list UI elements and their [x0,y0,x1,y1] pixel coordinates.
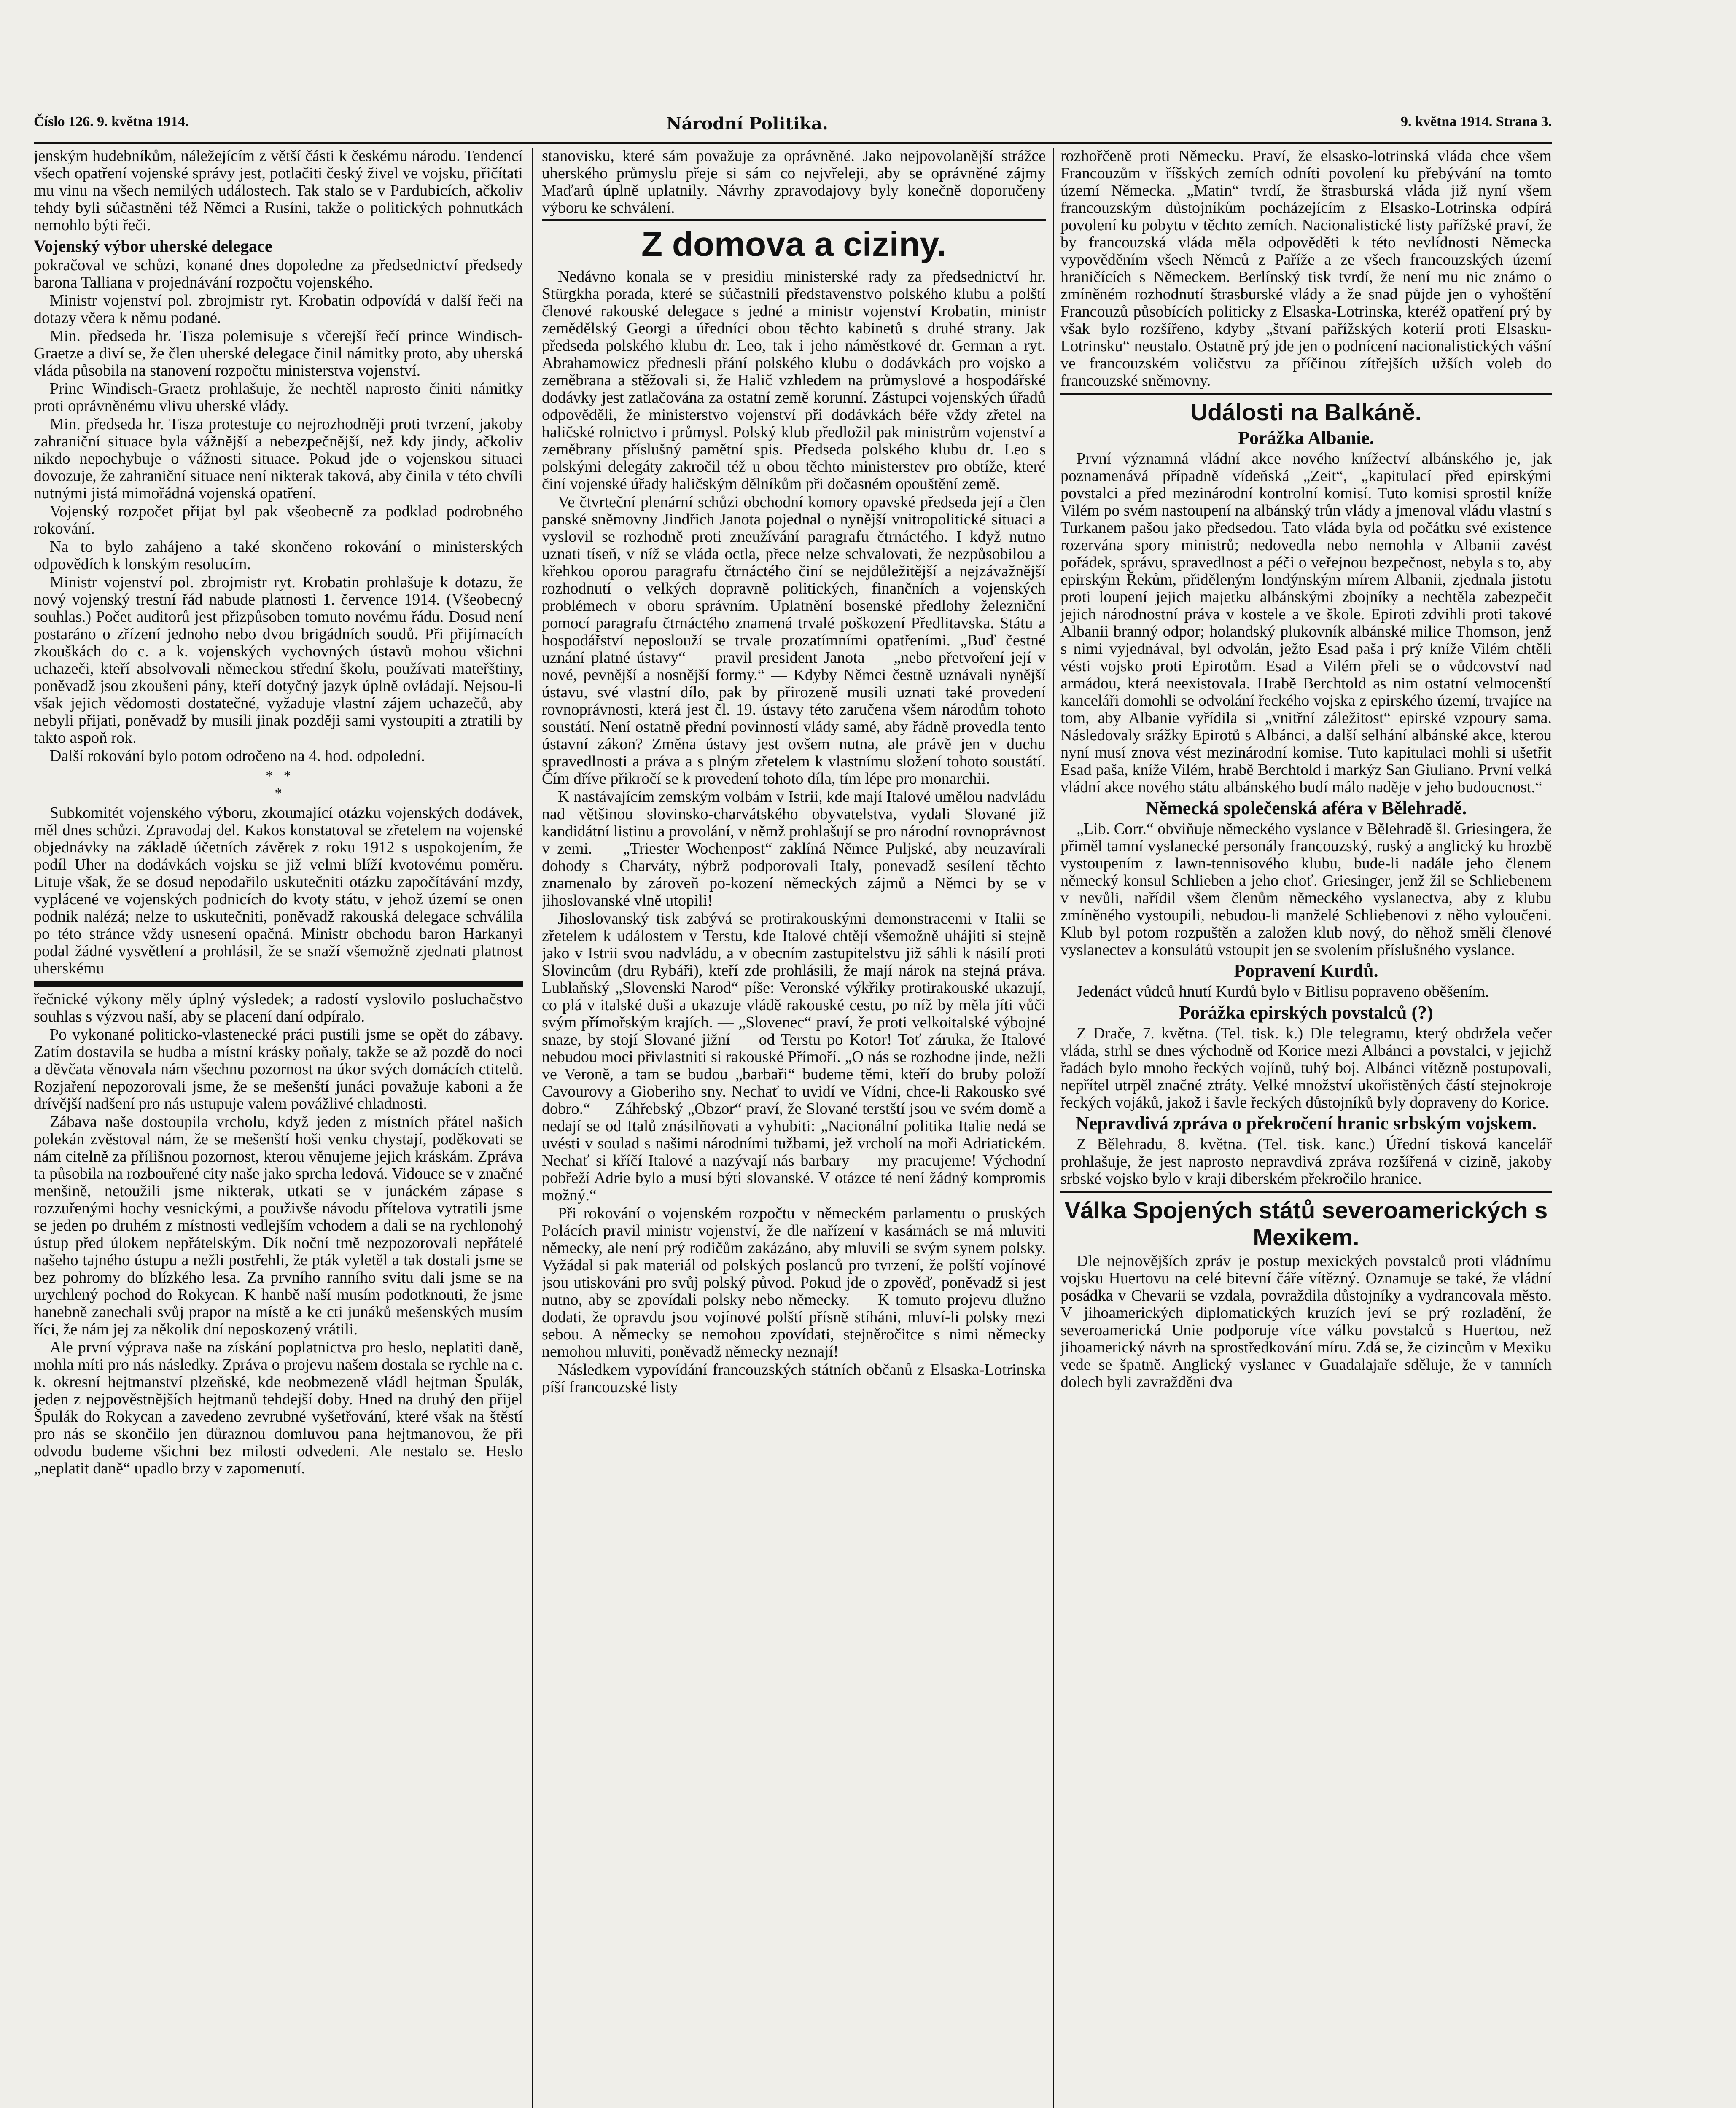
section-stars: * * * [266,768,291,801]
heading-albanie: Porážka Albanie. [1238,428,1374,448]
article-kurdu: Jedenáct vůdců hnutí Kurdů bylo v Bitlisu popraveno oběšením. [1077,983,1489,1000]
heading-belehrad: Německá společenská aféra v Bělehradě. [1145,798,1467,818]
section-rule [1060,393,1552,395]
heading-valka: Válka Spojených států severoamerických s Mexikem. [1064,1197,1548,1250]
article-paragraph: K nastávajícím zemským volbám v Istrii, kde mají Italové umělou nadvládu nad většinou slovinsko-charvátského obyvatelstva, vydali Slované již kandidátní listinu a provolání, v němž prohlašují se pro národní rovnoprávnost v zemi. — „Triester Wochenpost“ zaklíná Němce Puljské, aby neuzavírali dohody s Charváty, nýbrž podporovali Italy, ponevadž sesílení těchto znamenalo by zároveň po-kození německých zájmů a Němci by se v jihoslovanské vlně utopili! [542,788,1046,909]
col1-lead: jenským hudebníkům, náležejícím z větší části k českému národu. Tendencí všech opatření vojenské správy jest, potlačiti český živel ve vojsku, přičítati mu vinu na všech nemilých událostech. Tak stalo se v Pardubicích, ačkoliv tehdy byli súčastněni též Němci a Rusíni, takže o politických pohnutkách nemohlo býti řeči. [34,148,523,234]
column-1 [34,148,523,2108]
article-belehrad: „Lib. Corr.“ obviňuje německého vyslance v Bělehradě šl. Griesingera, že přiměl tamní vyslanecké personály francouzský, ruský a anglický ku hrozbě vystoupením z lawn-tennisového klubu, bude-li nadále jeho členem německý konsul Schlieben a jeho choť. Griesinger, jenž žil se Schliebenem v nevůli, nařídil všem členům německého vyslanectva, aby z klubu zmíněného vystoupili, nebudou-li manželé Schliebenovi z něho vyloučeni. Klub byl potom rozpuštěn a založen klub nový, do něhož směli členové vyslanectev a konsulátů vstoupit jen se svolením příslušného vyslance. [1060,820,1552,959]
section-rule [1060,1191,1552,1193]
heading-delegace: Vojenský výbor uherské delegace [34,237,272,255]
column-divider-2 [1053,148,1054,2108]
article-epir: Z Drače, 7. května. (Tel. tisk. k.) Dle telegramu, který obdržela večer vláda, strhl se dnes východně od Korice mezi Albánci a povstalci, v jejichž řadách bylo mnoho řeckých vojínů, tuhý boj. Albánci vítězně postupovali, nepřítel utrpěl značné ztráty. Velké množství ukořistěných částí stejnokroje řeckých vojáků, jakož i šavle řeckých důstojníků byly dopraveny do Korice. [1060,1024,1552,1111]
article-albanie: První významná vládní akce nového knížectví albánského je, jak poznamenává případně vídeňská „Zeit“, „kapitulací před epirskými povstalci a před mezinárodní kontrolní komisí. Tuto komisi sprostil kníže Vilém po svém nastoupení na albánský trůn vlády a jmenoval vládu vlastní s Turkanem pašou jako předsedou. Tato vláda byla od počátku své existence rozervána spory ministrů; nedovedla nebo nemohla v Albanii zavést pořádek, správu, spravedlnost a péči o veřejnou bezpečnost, nebyla s to, aby epirským Řekům, přiděleným londýnským mírem Albanii, zjednala jistotu proti loupení jejich majetku albánskými zbojníky a nechtěla zabezpečit jejich národnostní práva v kostele a ve škole. Epiroti zdvihli proti takové Albanii branný odpor; holandský plukovník albánské milice Thomson, jenž s nimi vyjednával, byl odvolán, ježto Esad paša i prý kníže Vilém chtěli vésti vojsko proti Epirotům. Esad a Vilém přeli se o vůdcovství nad armádou, která neexistovala. Hrabě Berchtold as nim ostatní velmocenští kanceláři domohli se odvolání řeckého vojska z epirského území, trvajíce na tom, aby Albanie vyřídila si „vnitřní záležitost“ epirské vzpoury sama. Následovaly srážky Epirotů s Albánci, a další selhání albánské akce, kterou nyní musí znova vést mezinárodní komise. Tuto kapitulaci mohli si ušetřit Esad paša, kníže Vilém, hrabě Berchtold i markýz San Giuliano. První velká vládní akce nového státu albánského budí málo naděje v jeho budoucnost.“ [1060,450,1552,796]
heading-balkan: Události na Balkáně. [1190,399,1422,425]
article-paragraph: Ve čtvrteční plenární schůzi obchodní komory opavské předseda její a člen panské sněmovny Jindřich Janota pojednal o nynější vnitropolitické situaci a vyslovil se rozhodně proti zneužívání paragrafu čtrnáctého. I když nutno uznati tíseň, v níž se vláda octla, přece nelze schvalovati, že nezpůsobilou a křehkou oporou paragrafu čtrnáctého činí se nejdůležitější a nejzávažnější rozhodnutí o velkých dopravně politických, finančních a vojenských problémech v oboru správním. Uplatnění bosenské předlohy železniční pomocí paragrafu čtrnáctého znamená trvalé poškození Předlitavska. Státu a hospodářství neposlouží se trvale prozatímními opatřeními. „Buď čestné uznání platné ústavy“ — pravil president Janota — „nebo přetvoření její v nové, pevnější a nosnější formy.“ — Kdyby Němci čestně uznávali nynější ústavu, své vlastní dílo, pak by přirozeně musili uznati také provedení rovnoprávnosti, která jest čl. 19. ústavy této zaručena všem národům tohoto soustátí. Není ostatně přední povinností vlády samé, aby řádně provedla tento ústavní zákon? Změna ústavy jest ovšem nutna, ale právě jen v duchu spravedlnosti a práva a s plným zřetelem k vlastnímu složení tohoto soustátí. Čím dříve přikročí se k provedení tohoto díla, tím lépe pro monarchii. [542,493,1046,788]
feuilleton-paragraph: Zábava naše dostoupila vrcholu, když jeden z místních přátel našich polekán zvěstoval nám, že se mešenští hoši venku chystají, poděkovati se nám citelně za přílišnou pozornost, kterou věnujeme jejich kráskám. Zpráva ta působila na rozbouřené city naše jako sprcha ledová. Vidouce se v značné menšině, netoužili jsme nikterak, utkati se v junáckém zápase s rozzuřenými hochy vesnickými, a použivše návodu přítelova vytratili jsme se jeden po druhém z místnosti vedlejším vchodem a dali se na rychlonohý ústup před úlokem nepřátelským. Dík noční tmě nezpozorovali nepřátelé našeho tajného ústupu a nežli postřehli, že pták vyletěl a tak dostali jsme se bez pohromy do blízkého lesa. Za prvního ranního svitu dali jsme se na urychlený pochod do Rokycan. K hanbě naší musím podotknouti, že jsme hanebně zanechali svůj prapor na místě a ke cti junáků mešenských musím říci, že nám jej za několik dní neposkozený vrátili. [34,1113,523,1338]
issue-number: Číslo 126. 9. května 1914. [34,114,189,129]
article-paragraph: Následkem vypovídání francouzských státních občanů z Elsaska-Lotrinska píší francouzské listy [542,1361,1046,1396]
column-3 [1060,148,1552,2108]
date-page: 9. května 1914. Strana 3. [1401,114,1552,129]
masthead: Národní Politika. [666,114,828,134]
article-paragraph: pokračoval ve schůzi, konané dnes dopoledne za předsednictví předsedy barona Talliana v projednávání rozpočtu vojenského. [34,256,523,291]
heading-kurdu: Popravení Kurdů. [1234,960,1378,981]
article-paragraph: Vojenský rozpočet přijat byl pak všeobecně za podklad podrobného rokování. [34,503,523,538]
article-paragraph: Ministr vojenství pol. zbrojmistr ryt. Krobatin prohlašuje k dotazu, že nový vojenský trestní řád nabude platnosti 1. července 1914. (Všeobecný souhlas.) Počet auditorů jest přizpůsoben tomuto novému řádu. Dosud není postaráno o zřízení jednoho nebo dvou brigádních soudů. Při přijímacích zkouškách do c. a k. vojenských vychovných ústavů mohou všichni uchazeči, kteří absolvovali německou střední školu, používati mateřštiny, poněvadž jsou zkoušeni pány, kteří dotyčný jazyk úplně ovládají. Nejsou-li však jejich vědomosti dostatečné, vyžaduje vlastní zájem uchazečů, aby nebyli přijati, poněvadž by musili jinak později sami vystoupiti a ztratili by takto aspoň rok. [34,573,523,747]
header-rule [34,142,1552,144]
article-subkomitet: Subkomitét vojenského výboru, zkoumající otázku vojenských dodávek, měl dnes schůzi. Zpravodaj del. Kakos konstatoval se zřetelem na vojenské objednávky na základě účetních závěrek z roku 1912 s uspokojením, že podíl Uher na dodávkách vojsku se již velmi blíží kvotovému poměru. Lituje však, že se dosud nepodařilo uskutečniti otázku započítávání mzdy, vyplácené ve vojenských podnicích do kvoty státu, v jehož území se onen podnik nalézá; nelze to uskutečniti, poněvadž rakouská delegace schválila po této stránce vždy usnesení opačná. Ministr obchodu baron Harkanyi podal žádné vysvětlení a prohlásil, že se snaží všemožně zjednati platnost uherskému [34,804,523,977]
col2-lead: stanovisku, které sám považuje za oprávněné. Jako nejpovolanější strážce uherského průmyslu přeje si sám co nejvřeleji, aby se oprávněné zájmy Maďarů úplně uplatnily. Návrhy zpravodajovy byly konečně doporučeny výboru ke schválení. [542,148,1046,217]
feuilleton-paragraph: řečnické výkony měly úplný výsledek; a radostí vyslovilo posluchačstvo souhlas s výzvou naší, aby se placení daní odpíralo. [34,990,523,1025]
article-paragraph: Min. předseda hr. Tisza polemisuje s včerejší řečí prince Windisch-Graetze a diví se, že člen uherské delegace činil námitky proto, aby uherská vláda působila na stanovení rozpočtu ministerstva vojenství. [34,327,523,379]
article-paragraph: Na to bylo zahájeno a také skončeno rokování o ministerských odpovědích k lonským resolucím. [34,538,523,573]
article-paragraph: Ministr vojenství pol. zbrojmistr ryt. Krobatin odpovídá v další řeči na dotazy včera k němu podané. [34,292,523,327]
article-nepravdiva: Z Bělehradu, 8. května. (Tel. tisk. kanc.) Úřední tisková kancelář prohlašuje, že jest naprosto nepravdivá zpráva rozšířená v cizině, jakoby srbské vojsko bylo v kraji diberském překročilo hranice. [1060,1135,1552,1188]
feuilleton-paragraph: Po vykonané politicko-vlastenecké práci pustili jsme se opět do zábavy. Zatím dostavila se hudba a místní krásky poňaly, takže se až pozdě do noci a děvčata věnovala nám všechnu pozornost na úkor svých domácích ctitelů. Rozjaření nepozorovali jsme, že se mešenští junáci považuje kaboni a že drívější nadšení pro nás ustupuje valem povážlivé chladnosti. [34,1026,523,1113]
article-paragraph: Při rokování o vojenském rozpočtu v německém parlamentu o pruských Polácích pravil ministr vojenství, že dle nařízení v kasárnách se má mluviti německy, ale není prý rodičům zakázáno, aby mluvili se svým synem polsky. Vyžádal si pak materiál od polských poslanců pro tvrzení, že polští vojínové jsou utiskováni pro svůj polský původ. Pokud jde o zpověď, poněvadž si jest nutno, aby se zpovídali polsky nebo německy. — K tomuto projevu dlužno dodati, že opravdu jsou vojínové polští přísně stíháni, mluví-li polsky mezi sebou. A německy se nemohou zpovídati, stejněročitce s nimi německy nemohou mluviti, poněvadž německy neznají! [542,1205,1046,1361]
col3-lead: rozhořčeně proti Německu. Praví, že elsasko-lotrinská vláda chce všem Francouzům v říšských zemích odníti povolení ku přebývání na tomto území Německa. „Matin“ tvrdí, že štrasburská vláda již nyní všem francouzským důstojníkům pocházejícím z Elsasko-Lotrinska odpírá povolení ku pobytu v těchto zemích. Nacionalistické listy pařížské praví, že by francouzská vláda měla odpověděti k této nevlídnosti Německa vypověděním všech Němců z Paříže a ze všech francouzských území hraničících s Německem. Berlínský tisk tvrdí, že není mu nic známo o zmíněném rozhodnutí štrasburské vlády a že snad půjde jen o vyhoštění Francouzů působících politicky z Elsaska-Lotrinska, kteréž opatření prý by však bylo rozšířeno, kdyby „štvaní pařížských koterií proti Elsasku-Lotrinsku“ neustalo. Ostatně prý jde jen o podnícení nacionalistických vášní ve francouzském voličstvu za příčinou zítřejších užších voleb do francouzské sněmovny. [1060,148,1552,390]
article-paragraph: Nedávno konala se v presidiu ministerské rady za předsednictví hr. Stürgkha porada, které se súčastnili představenstvo polského klubu a polští členové rakouské delegace s jedné a ministr vojenství Krobatin, ministr zemědělský Georgi a úředníci obou těchto kabinetů s druhé strany. Jak předseda polského klubu dr. Leo, tak i jeho náměstkové dr. German a ryt. Abrahamowicz přednesli přání polského klubu o dodávkách pro vojsko a zeměbrana a stěžovali si, že Halič vzhledem na průmyslové a hospodářské dodávky jest zatlačována za ostatní země korunní. Zástupci vojenských úřadů odpověděli, že ministerstvo vojenství při dodávkách béře vždy zřetel na haličské rolnictvo i průmysl. Polský klub předložil pak ministrům vojenství a zeměbrany příslušný pamětní spis. Předseda polského klubu dr. Leo s polskými delegáty zakročil též u obou těchto ministerstev pro obtíže, které činí vojenské úřady haličským dělníkům při dočasném opouštění země. [542,268,1046,493]
article-valka: Dle nejnovějších zpráv je postup mexických povstalců proti vládnímu vojsku Huertovu na celé bitevní čáře vítězný. Oznamuje se také, že vládní posádka v Chevarii se vzdala, povraždila důstojníky a vydrancovala město. V jihoamerických diplomatických kruzích jeví se prý rozladění, že severoamerická Unie podporuje více válku povstalců s Huertou, než jihoamerický návrh na sprostředkování míru. Zdá se, že cizincům v Mexiku vede se špatně. Anglický vyslanec v Guadalajaře sděluje, že v tamních dolech byli zavražděni dva [1060,1252,1552,1391]
article-paragraph: Min. předseda hr. Tisza protestuje co nejrozhodněji proti tvrzení, jakoby zahraniční situace byla vážnější a nebezpečnější, než kdy jindy, ačkoliv nikdo nepochybuje o vážnosti situace. Pokud jde o vojenskou situaci dovozuje, že zahraniční situace není nikterak taková, aby činila v této chvíli nutnými jistá mimořádná vojenská opatření. [34,415,523,502]
heading-nepravdiva: Nepravdivá zpráva o překročení hranic srbským vojskem. [1075,1113,1537,1134]
section-rule [542,219,1046,221]
running-header [34,114,1552,139]
column-2 [542,148,1046,2108]
feuilleton-rule [34,981,523,987]
column-divider-1 [532,148,533,2108]
article-paragraph: Princ Windisch-Graetz prohlašuje, že nechtěl naprosto činiti námitky proti oprávněnému vlivu uherské vlády. [34,380,523,415]
feuilleton-paragraph: Ale první výprava naše na získání poplatnictva pro heslo, neplatiti daně, mohla míti pro nás následky. Zpráva o projevu našem dostala se rychle na c. k. okresní hejtmanství plzeňské, kde neobmezeně vládl hejtman Špulák, jeden z nejpověstnějších hejtmanů tehdejší doby. Hned na druhý den přijel Špulák do Rokycan a zavedeno zevrubné vyšetřování, které však na štěstí pro nás se skončilo jen důraznou domluvou pana hejtmanovou, že při odvodu budeme všichni bez milosti odvedeni. Ale nestalo se. Heslo „neplatit daně“ upadlo brzy v zapomenutí. [34,1339,523,1477]
heading-epir: Porážka epirských povstalců (?) [1179,1002,1433,1023]
article-paragraph: Další rokování bylo potom odročeno na 4. hod. odpolední. [50,747,425,765]
heading-domova: Z domova a ciziny. [641,225,946,264]
article-paragraph: Jihoslovanský tisk zabývá se protirakouskými demonstracemi v Italii se zřetelem k událostem v Terstu, kde Italové chtějí všemožně uhájiti si stejně jako v Istrii svou nadvládu, a v obecním zastupitelstvu již sáhli k násilí proti Slovincům (dru Rybáři), kteří zde prohlásili, že mají nárok na stejná práva. Lublaňský „Slovenski Narod“ píše: Veronské výkřiky protirakouské ukazují, co plá v italské duši a ukazuje vládě rakouské cestu, po níž by měla jíti vůči svým přímořským krajích. — „Slovenec“ praví, že proti velkoitalské výbojné snaze, by stojí Slované jižní — od Terstu po Kotor! Toť záruka, že Italové nebudou moci přivlastniti si rakouské Přímoří. „O nás se rozhodne jinde, nežli ve Veroně, a tam se budou „barbaři“ budeme těmi, kteří do bruby položí Cavourovy a Gioberiho sny. Nechať to uvidí ve Vídni, chce-li Rakousko své dobro.“ — Záhřebský „Obzor“ praví, že Slované terstští jsou ve svém domě a nedají se od Italů znásilňovati a vyhubiti: „Nacionální politika Italie nedá se uvésti v soulad s našimi národními tužbami, jež vrcholí na moři Adriatickém. Nechať si kříčí Italové a nazývají nás barbary — my pracujeme! Východní pobřeží Adrie bylo a musí býti slovanské. V otázce té není žádný kompromis možný.“ [542,910,1046,1204]
